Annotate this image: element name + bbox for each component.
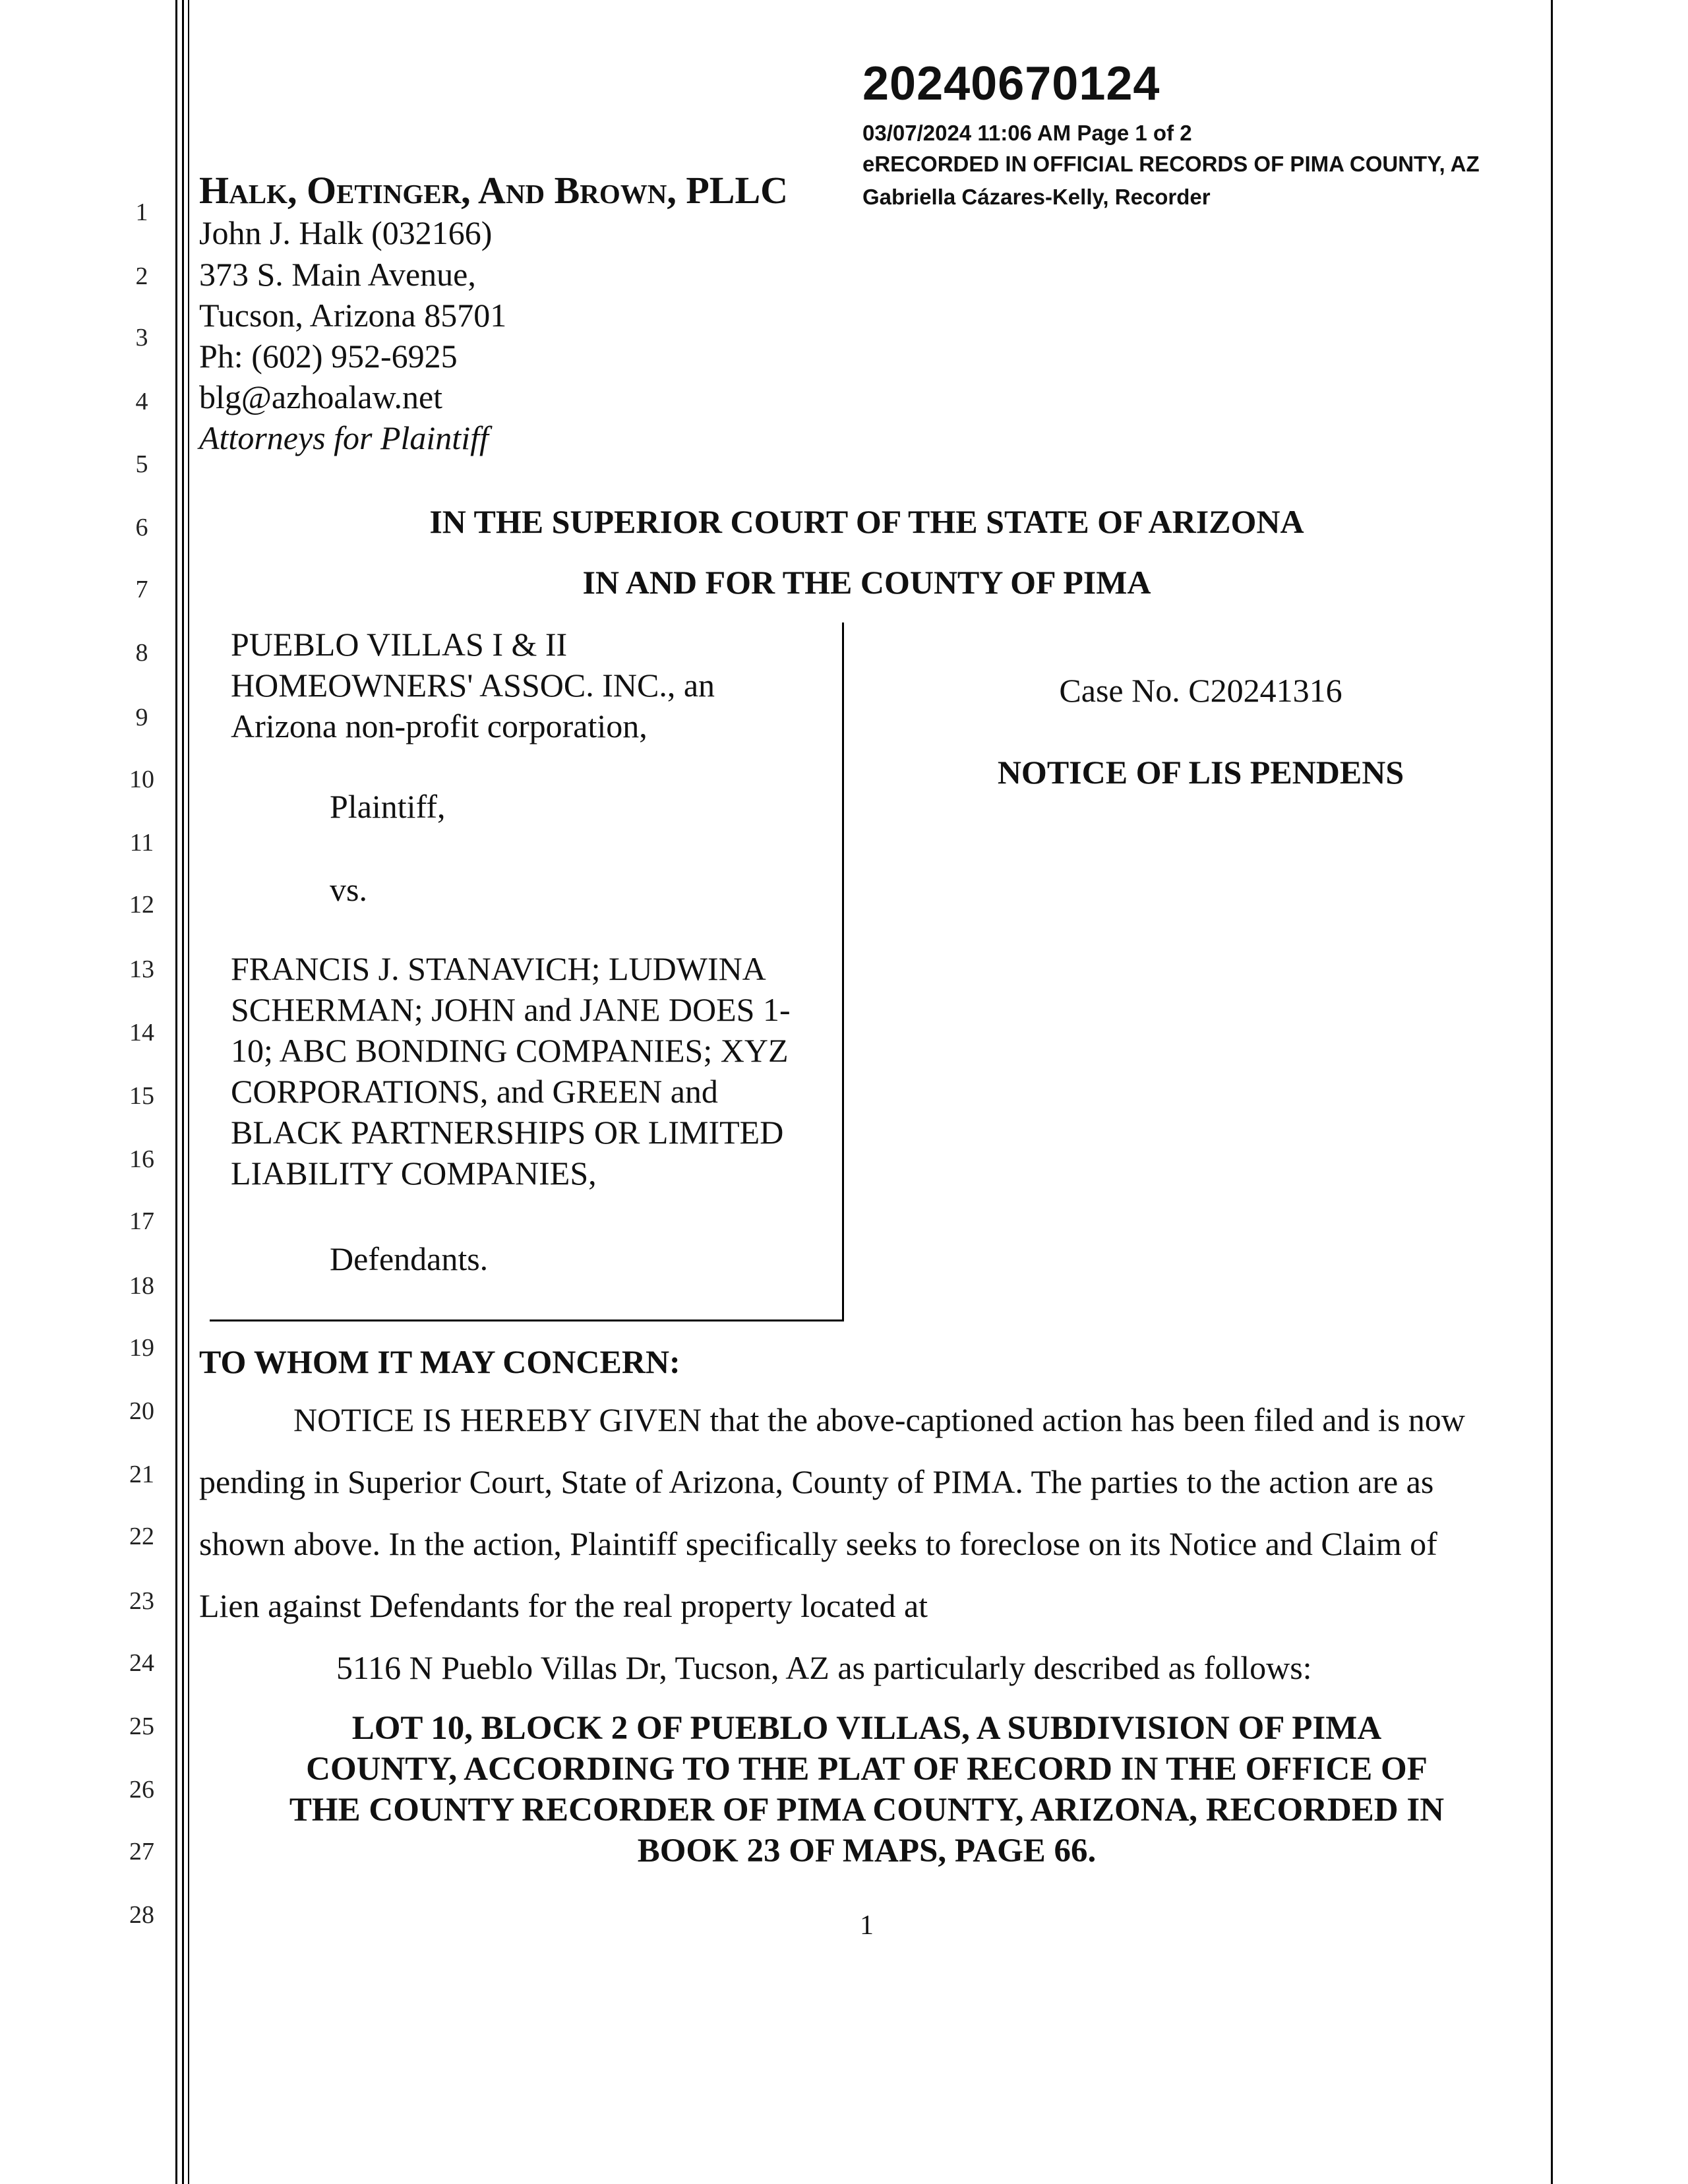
plaintiff-name-line: HOMEOWNERS' ASSOC. INC., an <box>231 667 715 704</box>
line-number: 20 <box>129 1397 154 1425</box>
defendant-name-line: CORPORATIONS, and GREEN and <box>231 1073 718 1110</box>
attorney-name: John J. Halk (032166) <box>199 214 493 251</box>
recorder-name: Gabriella Cázares-Kelly, Recorder <box>862 185 1211 209</box>
line-number: 2 <box>135 262 148 290</box>
line-number: 22 <box>129 1523 154 1550</box>
line-number: 13 <box>129 956 154 983</box>
line-number: 26 <box>129 1776 154 1804</box>
line-number: 3 <box>135 324 148 351</box>
line-number: 23 <box>129 1587 154 1615</box>
defendant-name-line: BLACK PARTNERSHIPS OR LIMITED <box>231 1114 784 1151</box>
line-number: 15 <box>129 1082 154 1110</box>
defendant-name-line: SCHERMAN; JOHN and JANE DOES 1- <box>231 991 791 1028</box>
plaintiff-name-line: Arizona non-profit corporation, <box>231 708 648 744</box>
versus-label: vs. <box>330 871 367 908</box>
property-address: 5116 N Pueblo Villas Dr, Tucson, AZ as particularly described as follows: <box>336 1649 1312 1686</box>
line-number: 6 <box>135 514 148 541</box>
right-margin-rule <box>1551 0 1553 2184</box>
line-number: 5 <box>135 450 148 478</box>
line-number: 17 <box>129 1207 154 1235</box>
defendant-name-line: 10; ABC BONDING COMPANIES; XYZ <box>231 1032 789 1069</box>
line-number: 7 <box>135 576 148 603</box>
body-line: NOTICE IS HEREBY GIVEN that the above-captioned action has been filed and is now <box>293 1401 1465 1438</box>
document-title: NOTICE OF LIS PENDENS <box>997 754 1404 791</box>
line-number: 21 <box>129 1461 154 1488</box>
line-number: 1 <box>135 198 148 226</box>
line-number: 10 <box>129 766 154 793</box>
plaintiff-label: Plaintiff, <box>330 788 446 825</box>
defendant-name-line: FRANCIS J. STANAVICH; LUDWINA <box>231 950 766 987</box>
court-heading-line2: IN AND FOR THE COUNTY OF PIMA <box>582 564 1151 601</box>
firm-street: 373 S. Main Avenue, <box>199 256 476 293</box>
case-number: Case No. C20241316 <box>1059 672 1342 709</box>
line-number: 25 <box>129 1713 154 1740</box>
line-number: 18 <box>129 1272 154 1300</box>
caption-vertical-rule <box>842 622 844 1321</box>
court-heading-line1: IN THE SUPERIOR COURT OF THE STATE OF ARIZONA <box>429 503 1304 540</box>
legal-description-line: THE COUNTY RECORDER OF PIMA COUNTY, ARIZONA, RECORDED IN <box>289 1792 1445 1829</box>
line-number: 24 <box>129 1649 154 1677</box>
line-number: 9 <box>135 704 148 731</box>
body-line: pending in Superior Court, State of Arizona, County of PIMA. The parties to the action are as <box>199 1463 1434 1500</box>
legal-description-line: BOOK 23 OF MAPS, PAGE 66. <box>637 1833 1097 1869</box>
body-line: Lien against Defendants for the real property located at <box>199 1587 928 1624</box>
line-number: 11 <box>129 829 154 857</box>
left-margin-rule-third <box>188 0 189 2184</box>
legal-description-line: LOT 10, BLOCK 2 OF PUEBLO VILLAS, A SUBDIVISION OF PIMA <box>351 1710 1382 1747</box>
caption-bottom-rule <box>210 1320 844 1321</box>
line-number: 16 <box>129 1145 154 1173</box>
line-number: 27 <box>129 1838 154 1866</box>
firm-phone: Ph: (602) 952-6925 <box>199 338 458 375</box>
body-line: shown above. In the action, Plaintiff specifically seeks to foreclose on its Notice and Claim of <box>199 1525 1437 1562</box>
recording-office: eRECORDED IN OFFICIAL RECORDS OF PIMA COUNTY, AZ <box>862 152 1480 176</box>
firm-city: Tucson, Arizona 85701 <box>199 297 507 334</box>
left-margin-rule-inner <box>182 0 184 2184</box>
salutation: TO WHOM IT MAY CONCERN: <box>199 1343 680 1380</box>
line-number: 8 <box>135 639 148 667</box>
recording-number: 20240670124 <box>862 57 1160 110</box>
legal-description-line: COUNTY, ACCORDING TO THE PLAT OF RECORD IN THE OFFICE OF <box>306 1751 1428 1788</box>
plaintiff-name-line: PUEBLO VILLAS I & II <box>231 626 568 663</box>
page-number: 1 <box>860 1910 874 1941</box>
firm-name: Halk, Oetinger, And Brown, PLLC <box>199 169 789 212</box>
attorney-role: Attorneys for Plaintiff <box>199 419 489 456</box>
defendant-label: Defendants. <box>330 1240 489 1277</box>
firm-email: blg@azhoalaw.net <box>199 379 443 415</box>
line-number: 19 <box>129 1334 154 1362</box>
line-number: 14 <box>129 1019 154 1046</box>
defendant-name-line: LIABILITY COMPANIES, <box>231 1155 597 1192</box>
line-number: 4 <box>135 388 148 415</box>
line-number: 12 <box>129 891 154 919</box>
recording-datetime: 03/07/2024 11:06 AM Page 1 of 2 <box>862 121 1192 145</box>
line-number: 28 <box>129 1901 154 1929</box>
